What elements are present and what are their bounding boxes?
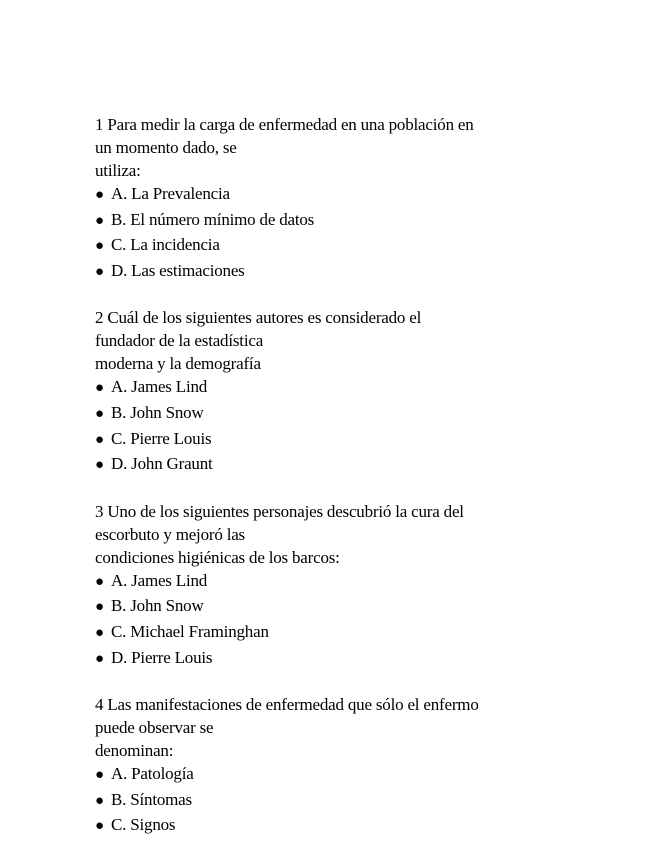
bullet-icon: ●	[95, 431, 104, 448]
option-label: A. La Prevalencia	[111, 184, 230, 203]
option-label: B. John Snow	[111, 596, 204, 616]
question-3-option-b	[95, 594, 575, 620]
option-label: C. Pierre Louis	[111, 428, 212, 448]
question-4-text-line-3: denominan:	[95, 741, 174, 761]
option-label: B. Síntomas	[111, 789, 192, 809]
option-label: C. Signos	[111, 815, 176, 835]
bullet-icon: ●	[95, 573, 104, 590]
bullet-icon: ●	[95, 405, 104, 422]
bullet-icon: ●	[95, 624, 104, 641]
option-label: D. Pierre Louis	[111, 647, 213, 667]
bullet-icon: ●	[95, 212, 104, 229]
question-4-text-line-2: puede observar se	[95, 718, 214, 738]
bullet-icon: ●	[95, 187, 104, 203]
option-label: C. Michael Framinghan	[111, 621, 269, 641]
question-1-option-d	[95, 259, 575, 285]
bullet-icon: ●	[95, 767, 104, 784]
option-label: B. El número mínimo de datos	[111, 209, 315, 229]
question-4-text-line-1: 4 Las manifestaciones de enfermedad que sólo el enfermo	[95, 695, 479, 715]
bullet-icon: ●	[95, 650, 104, 667]
question-4-option-a	[95, 762, 575, 788]
question-4-option-c	[95, 813, 575, 839]
question-1-option-a	[95, 182, 575, 208]
question-2	[95, 306, 575, 477]
bullet-icon: ●	[95, 599, 104, 616]
bullet-icon: ●	[95, 457, 104, 474]
option-label: B. John Snow	[111, 402, 204, 422]
bullet-icon: ●	[95, 818, 104, 835]
question-2-option-d	[95, 452, 575, 478]
option-label: A. James Lind	[111, 377, 208, 397]
question-1	[95, 113, 575, 284]
question-3-text-line-2: escorbuto y mejoró las	[95, 524, 245, 544]
bullet-icon: ●	[95, 263, 104, 280]
option-label: C. La incidencia	[111, 235, 220, 255]
option-label: D. Las estimaciones	[111, 260, 245, 280]
question-3	[95, 500, 575, 671]
quiz-document	[95, 113, 575, 861]
question-1-text-line-2: un momento dado, se	[95, 138, 237, 157]
bullet-icon: ●	[95, 792, 104, 809]
question-2-text-line-1: 2 Cuál de los siguientes autores es considerado el	[95, 308, 422, 328]
question-2-option-a	[95, 375, 575, 401]
question-4	[95, 693, 575, 839]
question-3-option-d	[95, 646, 575, 672]
bullet-icon: ●	[95, 238, 104, 255]
option-label: D. John Graunt	[111, 454, 213, 474]
question-2-text-line-2: fundador de la estadística	[95, 331, 264, 351]
question-2-option-b	[95, 401, 575, 427]
question-1-option-b	[95, 208, 575, 234]
question-3-option-a	[95, 569, 575, 595]
question-3-text-line-3: condiciones higiénicas de los barcos:	[95, 547, 340, 567]
option-label: A. Patología	[111, 764, 194, 784]
question-2-option-c	[95, 427, 575, 453]
question-4-option-b	[95, 788, 575, 814]
question-3-option-c	[95, 620, 575, 646]
bullet-icon: ●	[95, 380, 104, 397]
question-1-text-line-3: utiliza:	[95, 161, 141, 180]
question-2-text-line-3: moderna y la demografía	[95, 354, 261, 374]
question-1-option-c	[95, 233, 575, 259]
option-label: A. James Lind	[111, 570, 208, 590]
question-3-text-line-1: 3 Uno de los siguientes personajes descubrió la cura del	[95, 501, 464, 521]
question-1-text-line-1: 1 Para medir la carga de enfermedad en una población en	[95, 115, 474, 134]
